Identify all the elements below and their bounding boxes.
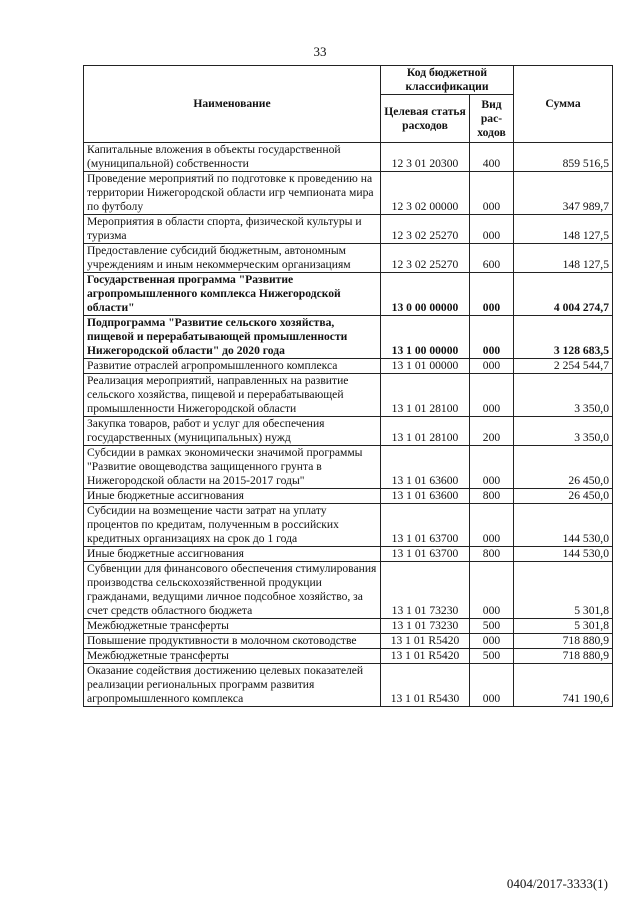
row-target-code: 12 3 02 25270	[381, 215, 470, 244]
table-body	[84, 143, 613, 707]
row-sum: 4 004 274,7	[514, 273, 613, 316]
row-sum: 3 350,0	[514, 374, 613, 417]
row-sum: 718 880,9	[514, 634, 613, 649]
row-name: Субвенции для финансового обеспечения стимулирования производства сельскохозяйственной продукции гражданами, ведущими личное подсобное хозяйство, за счет средств областного бюджета	[84, 562, 381, 619]
row-target-code: 12 3 02 00000	[381, 172, 470, 215]
row-sum: 26 450,0	[514, 489, 613, 504]
page-number: 33	[313, 44, 327, 59]
row-sum: 144 530,0	[514, 547, 613, 562]
row-sum: 5 301,8	[514, 619, 613, 634]
row-expense-type: 200	[470, 417, 514, 446]
table-row	[84, 446, 613, 489]
row-target-code: 13 1 01 73230	[381, 619, 470, 634]
row-sum: 3 350,0	[514, 417, 613, 446]
row-name: Иные бюджетные ассигнования	[84, 489, 381, 504]
row-target-code: 13 1 01 00000	[381, 359, 470, 374]
row-target-code: 13 1 01 28100	[381, 374, 470, 417]
row-target-code: 13 1 01 63600	[381, 446, 470, 489]
header-code-group: Код бюджетной классификации	[381, 66, 514, 95]
row-expense-type: 000	[470, 562, 514, 619]
row-sum: 144 530,0	[514, 504, 613, 547]
row-name: Государственная программа "Развитие агропромышленного комплекса Нижегородской области"	[84, 273, 381, 316]
header-target: Целевая статья расходов	[381, 95, 470, 143]
row-name: Иные бюджетные ассигнования	[84, 547, 381, 562]
row-expense-type: 400	[470, 143, 514, 172]
row-name: Предоставление субсидий бюджетным, автономным учреждениям и иным некоммерческим организациям	[84, 244, 381, 273]
row-target-code: 13 1 01 73230	[381, 562, 470, 619]
row-sum: 148 127,5	[514, 244, 613, 273]
row-sum: 859 516,5	[514, 143, 613, 172]
row-target-code: 13 1 01 R5420	[381, 649, 470, 664]
row-name: Межбюджетные трансферты	[84, 649, 381, 664]
table-row	[84, 504, 613, 547]
row-expense-type: 500	[470, 619, 514, 634]
row-expense-type: 000	[470, 316, 514, 359]
row-sum: 347 989,7	[514, 172, 613, 215]
row-target-code: 13 1 01 63700	[381, 504, 470, 547]
row-name: Развитие отраслей агропромышленного комплекса	[84, 359, 381, 374]
row-target-code: 13 1 01 28100	[381, 417, 470, 446]
row-sum: 718 880,9	[514, 649, 613, 664]
row-expense-type: 000	[470, 446, 514, 489]
row-target-code: 12 3 02 25270	[381, 244, 470, 273]
row-sum: 5 301,8	[514, 562, 613, 619]
table-row	[84, 664, 613, 707]
row-target-code: 13 1 01 63700	[381, 547, 470, 562]
row-name: Подпрограмма "Развитие сельского хозяйства, пищевой и перерабатывающей промышленности Нижегородской области" до 2020 года	[84, 316, 381, 359]
document-code: 0404/2017-3333(1)	[506, 876, 608, 891]
row-expense-type: 000	[470, 504, 514, 547]
table-row	[84, 634, 613, 649]
row-expense-type: 800	[470, 547, 514, 562]
row-target-code: 13 1 01 63600	[381, 489, 470, 504]
row-sum: 3 128 683,5	[514, 316, 613, 359]
row-expense-type: 000	[470, 374, 514, 417]
row-target-code: 13 1 00 00000	[381, 316, 470, 359]
table-row	[84, 316, 613, 359]
row-expense-type: 000	[470, 359, 514, 374]
row-target-code: 13 1 01 R5420	[381, 634, 470, 649]
table-row	[84, 562, 613, 619]
row-name: Повышение продуктивности в молочном скотоводстве	[84, 634, 381, 649]
row-name: Проведение мероприятий по подготовке к проведению на территории Нижегородской области игр чемпионата мира по футболу	[84, 172, 381, 215]
row-name: Капитальные вложения в объекты государственной (муниципальной) собственности	[84, 143, 381, 172]
row-expense-type: 000	[470, 273, 514, 316]
header-row-top	[84, 66, 613, 95]
table-row	[84, 649, 613, 664]
table-row	[84, 172, 613, 215]
table-row	[84, 215, 613, 244]
row-name: Мероприятия в области спорта, физической культуры и туризма	[84, 215, 381, 244]
budget-table	[83, 65, 613, 707]
row-expense-type: 000	[470, 664, 514, 707]
row-target-code: 12 3 01 20300	[381, 143, 470, 172]
table-row	[84, 359, 613, 374]
table-row	[84, 619, 613, 634]
row-target-code: 13 0 00 00000	[381, 273, 470, 316]
table-row	[84, 547, 613, 562]
row-expense-type: 600	[470, 244, 514, 273]
row-name: Оказание содействия достижению целевых показателей реализации региональных программ развития агропромышленного комплекса	[84, 664, 381, 707]
table-row	[84, 417, 613, 446]
table-row	[84, 143, 613, 172]
row-sum: 741 190,6	[514, 664, 613, 707]
row-sum: 2 254 544,7	[514, 359, 613, 374]
table-row	[84, 374, 613, 417]
row-name: Межбюджетные трансферты	[84, 619, 381, 634]
header-name: Наименование	[84, 66, 381, 143]
row-sum: 26 450,0	[514, 446, 613, 489]
row-name: Субсидии в рамках экономически значимой программы "Развитие овощеводства защищенного грунта в Нижегородской области на 2015-2017 годы"	[84, 446, 381, 489]
table-row	[84, 273, 613, 316]
row-expense-type: 800	[470, 489, 514, 504]
row-sum: 148 127,5	[514, 215, 613, 244]
header-sum: Сумма	[514, 66, 613, 143]
row-name: Реализация мероприятий, направленных на развитие сельского хозяйства, пищевой и перерабатывающей промышленности Нижегородской области	[84, 374, 381, 417]
table-row	[84, 244, 613, 273]
row-name: Закупка товаров, работ и услуг для обеспечения государственных (муниципальных) нужд	[84, 417, 381, 446]
row-expense-type: 000	[470, 172, 514, 215]
row-expense-type: 000	[470, 634, 514, 649]
header-type: Вид рас-ходов	[470, 95, 514, 143]
row-expense-type: 500	[470, 649, 514, 664]
row-name: Субсидии на возмещение части затрат на уплату процентов по кредитам, полученным в российских кредитных организациях на срок до 1 года	[84, 504, 381, 547]
table-row	[84, 489, 613, 504]
row-target-code: 13 1 01 R5430	[381, 664, 470, 707]
row-expense-type: 000	[470, 215, 514, 244]
